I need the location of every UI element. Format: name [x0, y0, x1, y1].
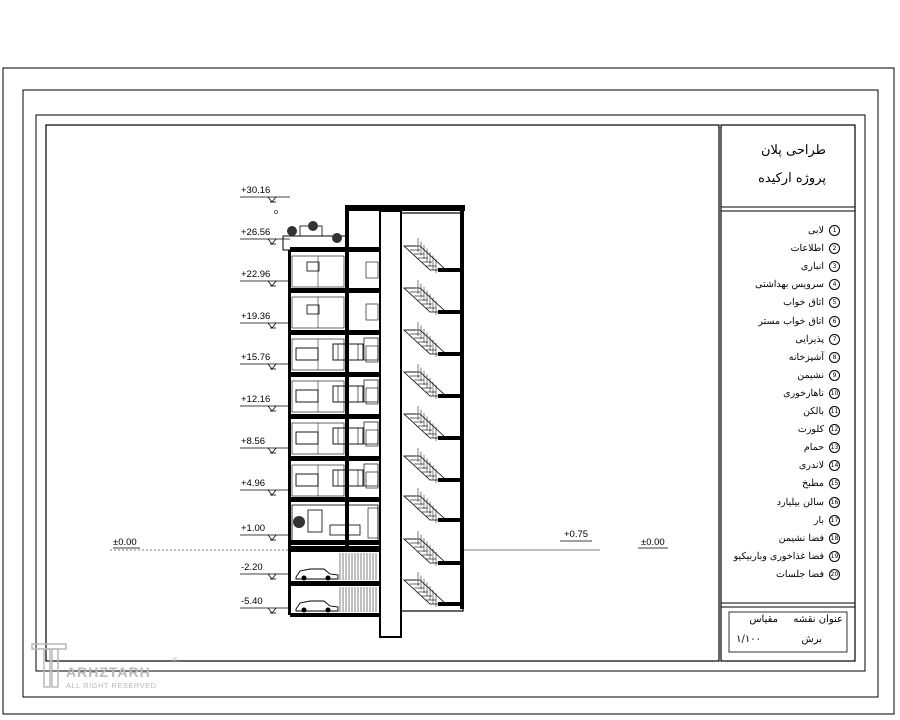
floor-slab	[290, 414, 380, 419]
legend-item	[726, 385, 840, 402]
legend-label: کلوزت	[797, 424, 824, 436]
lobby-door-icon	[308, 510, 322, 532]
level-label: +1.00	[241, 523, 266, 534]
level-marker-icon	[268, 608, 276, 613]
parking-slab-2	[290, 581, 380, 586]
foundation-slab	[290, 613, 380, 617]
project-title-line1: طراحی پلان	[760, 143, 826, 158]
drawing-title-value: برش	[801, 634, 822, 645]
legend-label: لاندری	[798, 460, 824, 472]
plant-icon	[308, 221, 318, 231]
legend-label: فضا نشیمن	[778, 532, 824, 544]
level-marker-icon	[268, 490, 276, 495]
level-marker-icon	[268, 406, 276, 411]
plant-icon	[287, 226, 297, 236]
ground-level-right-label: ±0.00	[641, 537, 665, 548]
legend-item	[726, 548, 840, 565]
sofa-icon	[296, 390, 318, 402]
logo-brand-text: ARHZTARH	[66, 664, 151, 680]
legend-item	[726, 457, 840, 474]
legend-label: بالکن	[803, 406, 824, 417]
floor-slab	[290, 456, 380, 461]
level-marker-icon	[268, 281, 276, 286]
sofa-icon	[296, 348, 318, 360]
legend-number-badge: 17	[830, 516, 839, 524]
legend-number-badge: 5	[829, 297, 840, 308]
logo-registered-mark: ®	[172, 656, 178, 665]
legend-item	[726, 530, 840, 547]
legend-label: سرویس بهداشتی	[755, 279, 824, 291]
legend-label: لابی	[808, 225, 824, 236]
legend-number-badge: 16	[830, 498, 839, 506]
legend-number-badge: 1	[829, 225, 840, 236]
legend-label: حمام	[803, 442, 824, 454]
legend-number-badge: 6	[829, 316, 840, 327]
legend-item	[726, 331, 840, 348]
logo-tagline: ALL RIGHT RESERVED	[66, 681, 157, 690]
level-label: -5.40	[241, 596, 263, 607]
level-label: +8.56	[241, 436, 266, 447]
legend-item	[726, 512, 840, 529]
car-wheel	[326, 576, 331, 581]
legend-number-badge: 10	[830, 389, 839, 397]
legend-item	[726, 403, 840, 420]
floor-slab	[290, 372, 380, 377]
scale-value: ۱/۱۰۰	[736, 634, 761, 645]
legend-number-badge: 12	[830, 426, 839, 434]
interior-wall	[345, 205, 349, 550]
legend-label: ناهارخوری	[783, 387, 824, 399]
legend-number-badge: 18	[830, 534, 839, 542]
level-label: +26.56	[241, 227, 271, 238]
level-label: -2.20	[241, 562, 263, 573]
legend-label: انباری	[800, 261, 824, 273]
legend-number-badge: 11	[830, 408, 839, 415]
legend-label: اطلاعات	[790, 243, 824, 255]
legend-label: فضا غذاخوری وباربیکیو	[733, 550, 824, 562]
legend-label: نشیمن	[797, 369, 824, 381]
car-wheel	[326, 608, 331, 613]
ceiling-light-icon	[307, 305, 319, 314]
legend-number-badge: 13	[830, 444, 839, 452]
survey-point-icon	[275, 211, 278, 214]
sofa-icon	[296, 432, 318, 444]
legend-label: آشپزخانه	[788, 351, 824, 363]
legend-item	[726, 222, 840, 239]
level-label: +12.16	[241, 394, 271, 405]
car-wheel	[302, 608, 307, 613]
legend-number-badge: 7	[829, 334, 840, 345]
window-frame	[366, 304, 378, 320]
legend-number-badge: 8	[829, 352, 840, 363]
level-marker-icon	[268, 197, 276, 202]
lobby-room	[292, 505, 378, 543]
exterior-wall-left	[288, 250, 291, 615]
stair-core	[401, 213, 463, 611]
legend-label: اتاق خواب	[783, 297, 824, 309]
legend-item	[726, 294, 840, 311]
legend-label: مطبخ	[802, 478, 824, 490]
legend-item	[726, 313, 840, 330]
legend-label: اتاق خواب مستر	[758, 315, 824, 327]
level-marker-icon	[268, 323, 276, 328]
legend-item	[726, 349, 840, 366]
lobby-plant-icon	[293, 516, 305, 528]
legend-item	[726, 475, 840, 492]
level-label: +15.76	[241, 352, 271, 363]
legend-item	[726, 421, 840, 438]
legend-item	[726, 240, 840, 257]
legend-item	[726, 494, 840, 511]
floor-slab	[290, 540, 380, 545]
level-marker-icon	[268, 535, 276, 540]
legend-number-badge: 20	[830, 570, 839, 578]
elevator-shaft	[380, 211, 401, 637]
project-title-line2: پروژه ارکیده	[758, 171, 826, 186]
legend-number-badge: 19	[830, 552, 839, 560]
level-marker-icon	[268, 448, 276, 453]
parking-slab-1	[290, 546, 380, 552]
floor-slab	[290, 497, 380, 502]
ceiling-light-icon	[307, 262, 319, 271]
window-frame	[366, 430, 378, 446]
legend-number-badge: 14	[830, 462, 839, 470]
legend-item	[726, 367, 840, 384]
window-frame	[366, 388, 378, 404]
legend-label: بار	[813, 514, 824, 526]
window-frame	[366, 346, 378, 362]
level-label: +19.36	[241, 311, 271, 322]
legend-number-badge: 15	[830, 480, 839, 488]
logo-mark-icon	[30, 640, 70, 690]
entrance-level-label: +0.75	[564, 529, 589, 540]
legend-item	[726, 439, 840, 456]
level-label: +4.96	[241, 478, 266, 489]
sofa-icon	[296, 474, 318, 486]
legend-label: سالن بیلیارد	[776, 496, 824, 508]
window-frame	[366, 262, 378, 278]
legend-item	[726, 566, 840, 583]
legend-item	[726, 258, 840, 275]
scale-header: مقیاس	[749, 614, 778, 625]
level-marker-icon	[268, 364, 276, 369]
window-frame	[366, 472, 378, 488]
floor-slab	[290, 330, 380, 335]
legend-number-badge: 4	[829, 279, 840, 290]
legend-label: فضا جلسات	[775, 568, 824, 580]
legend-item	[726, 276, 840, 293]
plant-icon	[332, 233, 342, 243]
legend-number-badge: 2	[829, 243, 840, 254]
legend-label: پذیرایی	[795, 333, 824, 345]
car-wheel	[302, 576, 307, 581]
level-label: +22.96	[241, 269, 271, 280]
legend-number-badge: 3	[829, 261, 840, 272]
lobby-window	[368, 508, 378, 538]
legend-number-badge: 9	[829, 370, 840, 381]
ground-level-left-label: ±0.00	[113, 537, 137, 548]
floor-slab	[290, 288, 380, 293]
drawing-title-header: عنوان نقشه	[793, 614, 843, 625]
level-marker-icon	[268, 574, 276, 579]
level-marker-icon	[268, 239, 276, 244]
roof-slab	[347, 205, 465, 211]
level-label: +30.16	[241, 185, 271, 196]
